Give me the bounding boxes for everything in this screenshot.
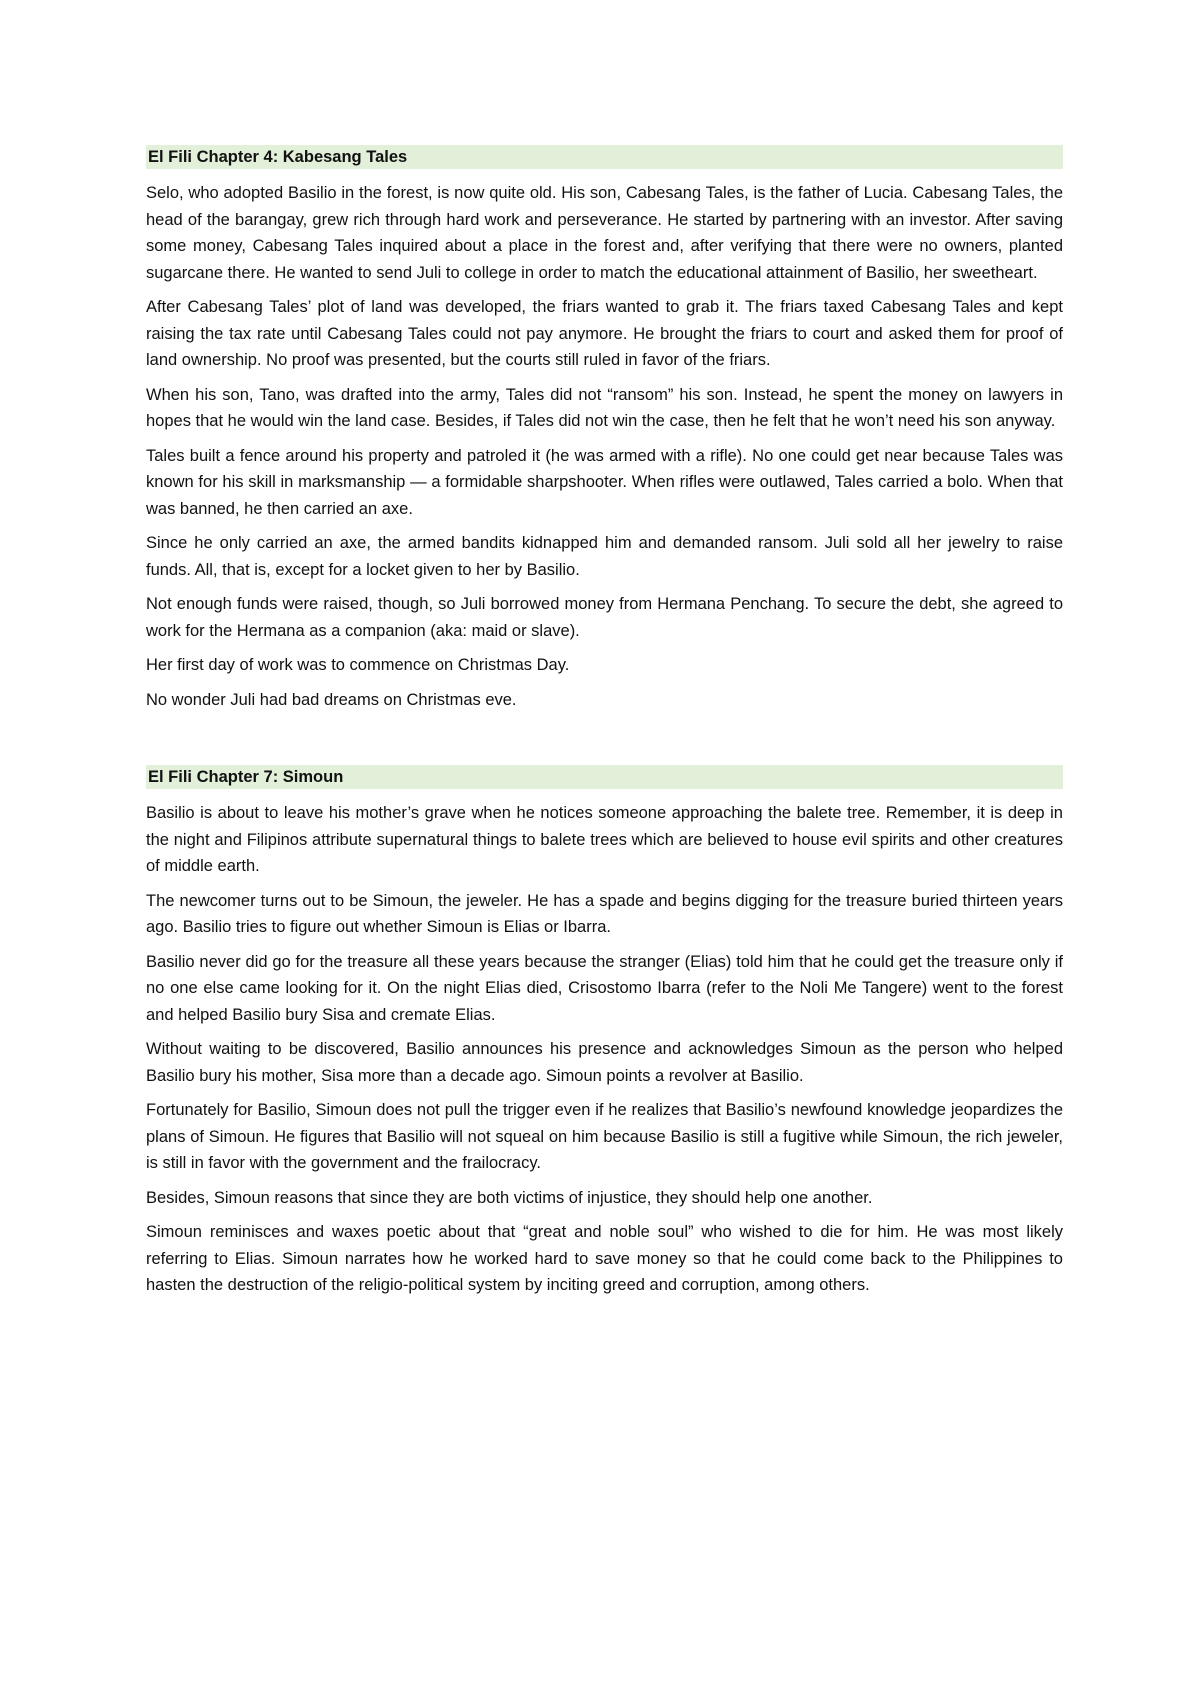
paragraph: Basilio is about to leave his mother’s grave when he notices someone approaching the balete tree. Remember, it is deep in the night and Filipinos attribute supernatural things to balete trees which are believed to house evil spirits and other creatures of middle earth. (146, 804, 1063, 875)
section-chapter-7 (146, 765, 1063, 1299)
document-page (146, 145, 1063, 1307)
paragraph: When his son, Tano, was drafted into the army, Tales did not “ransom” his son. Instead, he spent the money on lawyers in hopes that he would win the land case. Besides, if Tales did not win the case, then he felt that he won’t need his son anyway. (146, 385, 1063, 430)
paragraph: Her first day of work was to commence on Christmas Day. (146, 656, 570, 674)
paragraph: Tales built a fence around his property and patroled it (he was armed with a rifle). No one could get near because Tales was known for his skill in marksmanship — a formidable sharpshooter. When rifles were outlawed, Tales carried a bolo. When that was banned, he then carried an axe. (146, 446, 1063, 518)
section-heading: El Fili Chapter 7: Simoun (146, 765, 1063, 789)
paragraph: Besides, Simoun reasons that since they are both victims of injustice, they should help one another. (146, 1188, 873, 1207)
paragraph: Since he only carried an axe, the armed bandits kidnapped him and demanded ransom. Juli sold all her jewelry to raise funds. All, that is, except for a locket given to her by Basilio. (146, 534, 1063, 579)
paragraph: Selo, who adopted Basilio in the forest, is now quite old. His son, Cabesang Tales, is the father of Lucia. Cabesang Tales, the head of the barangay, grew rich through hard work and perseverance. He started by partnering with an investor. After saving some money, Cabesang Tales inquired about a place in the forest and, after verifying that there were no owners, planted sugarcane there. He wanted to send Juli to college in order to match the educational attainment of Basilio, her sweetheart. (146, 184, 1063, 282)
paragraph: Fortunately for Basilio, Simoun does not pull the trigger even if he realizes that Basilio’s newfound knowledge jeopardizes the plans of Simoun. He figures that Basilio will not squeal on him because Basilio is still a fugitive while Simoun, the rich jeweler, is still in favor with the government and the frailocracy. (146, 1101, 1063, 1172)
paragraph: The newcomer turns out to be Simoun, the jeweler. He has a spade and begins digging for the treasure buried thirteen years ago. Basilio tries to figure out whether Simoun is Elias or Ibarra. (146, 891, 1063, 936)
paragraph: After Cabesang Tales’ plot of land was developed, the friars wanted to grab it. The friars taxed Cabesang Tales and kept raising the tax rate until Cabesang Tales could not pay anymore. He brought the friars to court and asked them for proof of land ownership. No proof was presented, but the courts still ruled in favor of the friars. (146, 298, 1063, 369)
section-heading: El Fili Chapter 4: Kabesang Tales (146, 145, 1063, 169)
paragraph: No wonder Juli had bad dreams on Christmas eve. (146, 690, 517, 709)
paragraph: Simoun reminisces and waxes poetic about that “great and noble soul” who wished to die for him. He was most likely referring to Elias. Simoun narrates how he worked hard to save money so that he could come back to the Philippines to hasten the destruction of the religio-political system by inciting greed and corruption, among others. (146, 1223, 1063, 1294)
paragraph: Not enough funds were raised, though, so Juli borrowed money from Hermana Penchang. To secure the debt, she agreed to work for the Hermana as a companion (aka: maid or slave). (146, 595, 1063, 640)
paragraph: Basilio never did go for the treasure all these years because the stranger (Elias) told him that he could get the treasure only if no one else came looking for it. On the night Elias died, Crisostomo Ibarra (refer to the Noli Me Tangere) went to the forest and helped Basilio bury Sisa and cremate Elias. (146, 952, 1063, 1024)
section-chapter-4 (146, 145, 1063, 713)
section-spacer (146, 721, 1063, 765)
paragraph: Without waiting to be discovered, Basilio announces his presence and acknowledges Simoun as the person who helped Basilio bury his mother, Sisa more than a decade ago. Simoun points a revolver at Basilio. (146, 1040, 1063, 1085)
